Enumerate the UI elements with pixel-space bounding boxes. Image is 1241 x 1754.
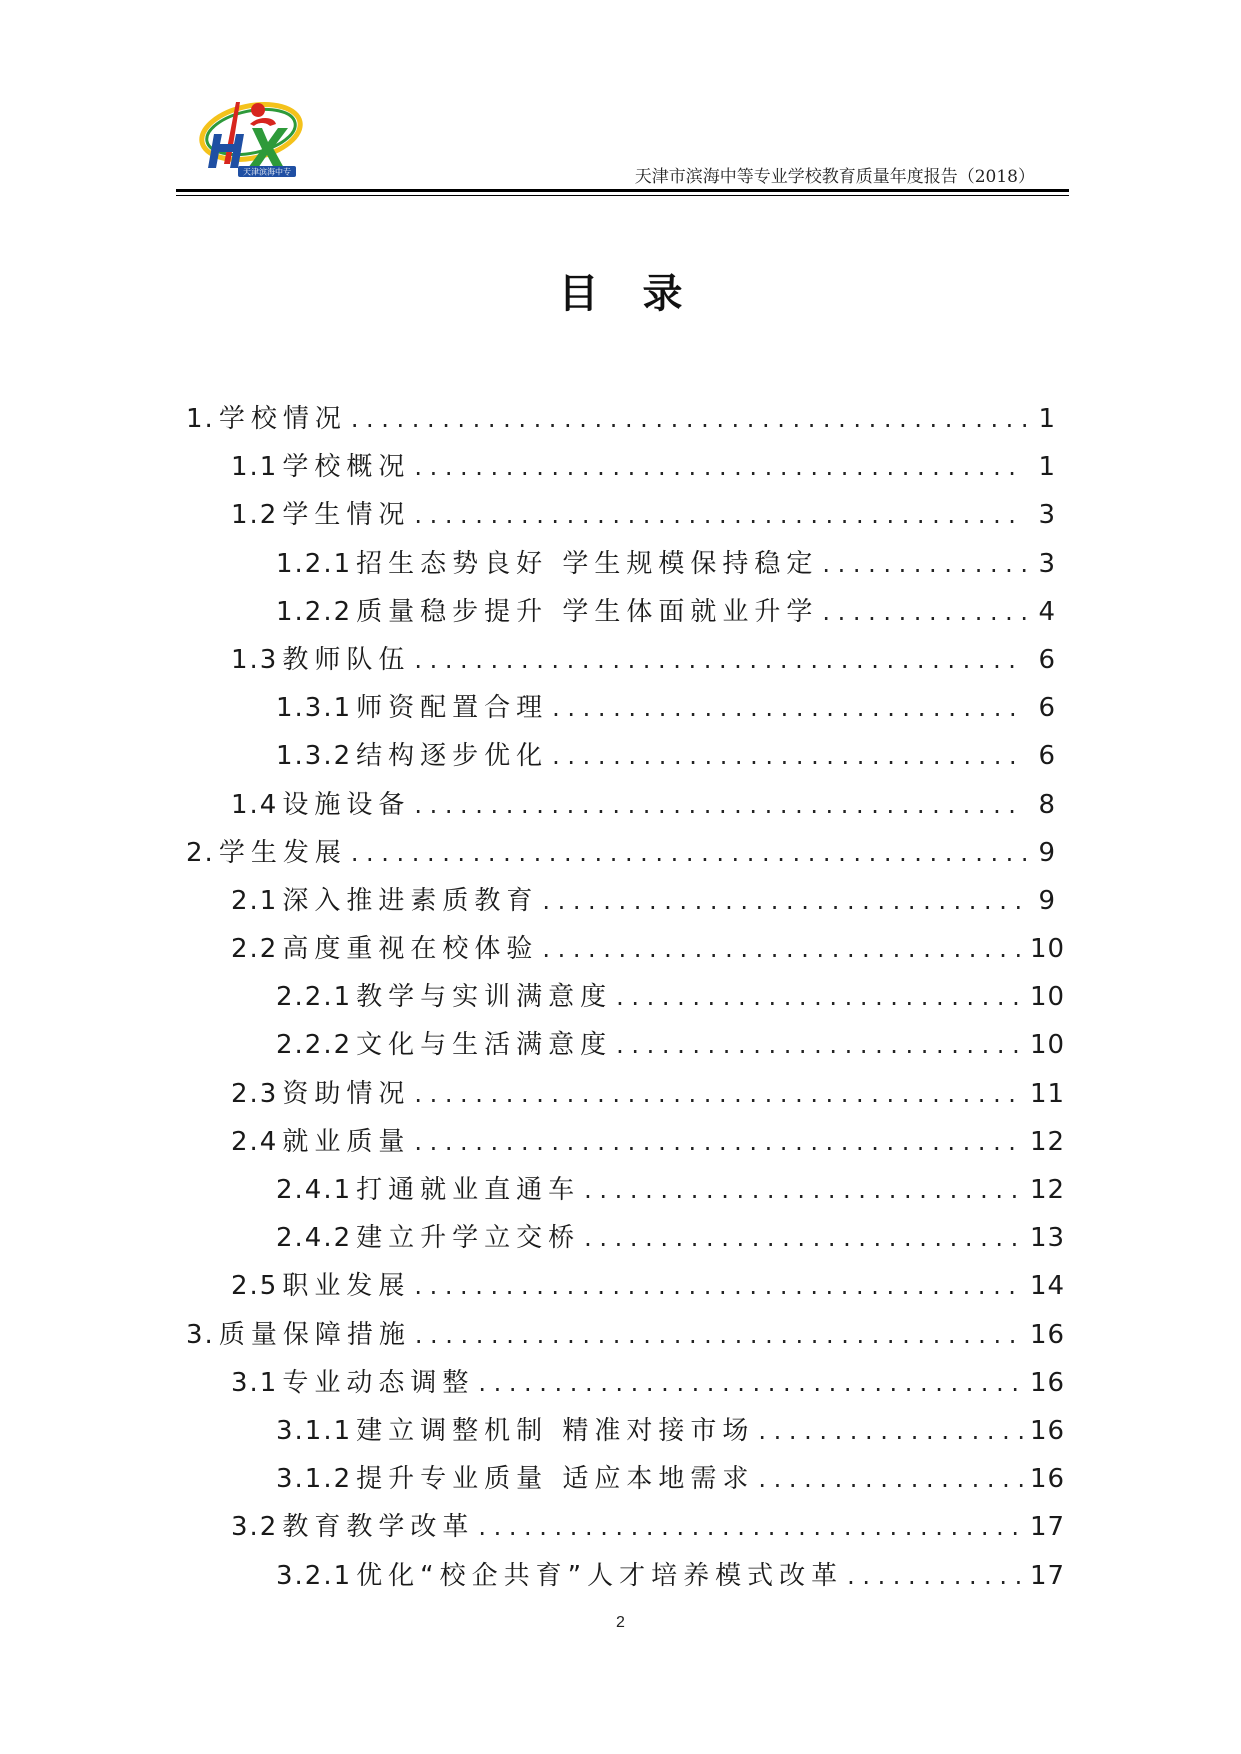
toc-leader-dots (414, 1118, 1026, 1166)
toc-entry-title: 就业质量 (282, 1126, 411, 1157)
toc-leader-dots (552, 732, 1026, 780)
toc-entry-title: 深入推进素质教育 (282, 885, 539, 916)
toc-entry[interactable] (186, 1311, 1066, 1359)
toc-leader-dots (414, 1262, 1026, 1310)
school-logo (196, 94, 306, 182)
toc-entry-page: 12 (1030, 1175, 1066, 1205)
toc-entry-number: 2.4 (231, 1126, 279, 1157)
toc-entry-page: 6 (1038, 693, 1056, 724)
toc-entry-number: 3.2.1 (276, 1560, 353, 1591)
toc-entry-page: 6 (1038, 741, 1056, 772)
toc-leader-dots (415, 1311, 1026, 1359)
toc-entry[interactable] (186, 973, 1066, 1021)
toc-entry-page: 3 (1038, 500, 1056, 531)
toc-leader-dots (822, 540, 1026, 588)
toc-entry-title: 教育教学改革 (282, 1512, 475, 1543)
toc-leader-dots (616, 1021, 1026, 1069)
report-header-title: 天津市滨海中等专业学校教育质量年度报告（2018） (634, 167, 1035, 187)
toc-entry-number: 1.2.2 (276, 596, 353, 627)
toc-entry-page: 16 (1030, 1415, 1066, 1446)
header-rule-thick (176, 189, 1069, 192)
toc-leader-dots (414, 636, 1026, 684)
toc-entry-title: 设施设备 (282, 789, 411, 820)
toc-entry-number: 2.5 (231, 1271, 279, 1302)
toc-entry[interactable] (186, 1262, 1066, 1310)
toc-entry[interactable] (186, 925, 1066, 973)
toc-entry-page: 1 (1038, 452, 1056, 483)
toc-entry-number: 1. (186, 404, 215, 434)
toc-entry-page: 12 (1030, 1126, 1066, 1157)
toc-entry[interactable] (186, 732, 1056, 780)
toc-entry-title: 职业发展 (282, 1271, 411, 1302)
toc-leader-dots (847, 1552, 1026, 1600)
toc-entry-number: 2. (186, 837, 215, 868)
toc-leader-dots (478, 1503, 1026, 1551)
toc-entry-page: 13 (1030, 1223, 1066, 1254)
toc-entry-number: 2.2.2 (276, 1030, 353, 1061)
toc-entry-page: 10 (1030, 934, 1066, 965)
toc-leader-dots (414, 781, 1026, 829)
toc-entry[interactable] (186, 1021, 1066, 1069)
toc-leader-dots (478, 1359, 1026, 1407)
toc-leader-dots (616, 973, 1026, 1021)
toc-entry-page: 16 (1030, 1464, 1066, 1495)
page-number: 2 (616, 1614, 625, 1631)
toc-entry-number: 1.3 (231, 644, 279, 675)
toc-entry-page: 8 (1038, 789, 1056, 820)
toc-entry[interactable] (186, 829, 1056, 877)
toc-entry-number: 2.2.1 (276, 982, 353, 1013)
toc-entry-number: 3.1.1 (276, 1415, 353, 1446)
toc-entry[interactable] (186, 588, 1056, 636)
toc-entry-title: 质量稳步提升 学生体面就业升学 (356, 596, 819, 627)
toc-entry-number: 2.2 (231, 934, 279, 965)
page-header (176, 88, 1069, 198)
toc-entry-page: 6 (1038, 644, 1056, 675)
toc-entry-title: 学校概况 (282, 452, 411, 483)
toc-entry[interactable] (186, 781, 1056, 829)
logo-text: 天津滨海中专 (243, 167, 291, 177)
toc-entry-number: 1.4 (231, 789, 279, 820)
toc-leader-dots (584, 1166, 1026, 1214)
toc-entry-number: 2.3 (231, 1078, 279, 1109)
toc-entry-title: 质量保障措施 (218, 1319, 411, 1350)
toc-entry[interactable] (186, 1118, 1066, 1166)
toc-entry-title: 学生发展 (218, 837, 347, 868)
toc-entry-page: 10 (1030, 982, 1066, 1013)
toc-entry-title: 优化“校企共育”人才培养模式改革 (356, 1560, 844, 1591)
toc-leader-dots (758, 1407, 1026, 1455)
toc-entry-page: 1 (1038, 404, 1056, 434)
toc-entry-title: 文化与生活满意度 (356, 1030, 613, 1061)
toc-entry-number: 1.1 (231, 452, 279, 483)
toc-entry-page: 10 (1030, 1030, 1066, 1061)
toc-entry-page: 9 (1038, 885, 1056, 916)
toc-entry-page: 16 (1030, 1367, 1066, 1398)
toc-entry-page: 17 (1030, 1560, 1066, 1591)
toc-title: 目录 (558, 271, 727, 317)
toc-entry-page: 17 (1030, 1512, 1066, 1543)
toc-entry-title: 学校情况 (218, 404, 347, 434)
toc-leader-dots (822, 588, 1026, 636)
toc-entry-title: 结构逐步优化 (356, 741, 549, 772)
toc-entry[interactable] (186, 1214, 1066, 1262)
toc-leader-dots (414, 491, 1026, 539)
toc-entry-page: 11 (1030, 1078, 1066, 1109)
toc-leader-dots (351, 395, 1026, 443)
toc-entry[interactable] (186, 684, 1056, 732)
toc-entry-title: 建立升学立交桥 (356, 1223, 581, 1254)
toc-entry-number: 1.3.1 (276, 693, 353, 724)
toc-entry-title: 高度重视在校体验 (282, 934, 539, 965)
toc-entry-title: 师资配置合理 (356, 693, 549, 724)
toc-entry-title: 资助情况 (282, 1078, 411, 1109)
header-rule-thin (176, 195, 1069, 196)
toc-leader-dots (414, 443, 1026, 491)
toc-entry[interactable] (186, 395, 1056, 443)
toc-entry[interactable] (186, 1503, 1066, 1551)
toc-leader-dots (552, 684, 1026, 732)
toc-entry-page: 14 (1030, 1271, 1066, 1302)
toc-entry-number: 1.2 (231, 500, 279, 531)
toc-entry[interactable] (186, 1455, 1066, 1503)
toc-entry-number: 2.1 (231, 885, 279, 916)
toc-entry-title: 建立调整机制 精准对接市场 (356, 1415, 755, 1446)
toc-entry-number: 3.1 (231, 1367, 279, 1398)
toc-entry[interactable] (186, 540, 1056, 588)
toc-entry-page: 3 (1038, 548, 1056, 579)
toc-entry-number: 3.2 (231, 1512, 279, 1543)
toc-entry-page: 9 (1038, 837, 1056, 868)
toc-entry-page: 4 (1038, 596, 1056, 627)
toc-leader-dots (584, 1214, 1026, 1262)
toc-entry[interactable] (186, 877, 1056, 925)
toc-entry-number: 2.4.1 (276, 1175, 353, 1205)
toc-entry-title: 打通就业直通车 (356, 1175, 581, 1205)
toc-entry-title: 招生态势良好 学生规模保持稳定 (356, 548, 819, 579)
toc-entry-number: 3. (186, 1319, 215, 1350)
toc-entry[interactable] (186, 1070, 1066, 1118)
toc-entry[interactable] (186, 636, 1056, 684)
toc-leader-dots (414, 1070, 1026, 1118)
table-of-contents (186, 395, 1066, 1600)
toc-leader-dots (758, 1455, 1026, 1503)
toc-leader-dots (542, 877, 1026, 925)
toc-entry-title: 教学与实训满意度 (356, 982, 613, 1013)
toc-entry-page: 16 (1030, 1319, 1066, 1350)
toc-entry[interactable] (186, 1166, 1066, 1214)
toc-leader-dots (542, 925, 1026, 973)
toc-entry[interactable] (186, 1407, 1066, 1455)
toc-leader-dots (351, 829, 1026, 877)
toc-entry[interactable] (186, 1552, 1066, 1600)
toc-entry-number: 1.3.2 (276, 741, 353, 772)
toc-entry[interactable] (186, 1359, 1066, 1407)
toc-entry[interactable] (186, 443, 1056, 491)
toc-entry-number: 3.1.2 (276, 1464, 353, 1495)
toc-entry[interactable] (186, 491, 1056, 539)
toc-entry-title: 教师队伍 (282, 644, 411, 675)
toc-entry-title: 专业动态调整 (282, 1367, 475, 1398)
toc-entry-number: 2.4.2 (276, 1223, 353, 1254)
toc-entry-number: 1.2.1 (276, 548, 353, 579)
toc-entry-title: 学生情况 (282, 500, 411, 531)
toc-entry-title: 提升专业质量 适应本地需求 (356, 1464, 755, 1495)
